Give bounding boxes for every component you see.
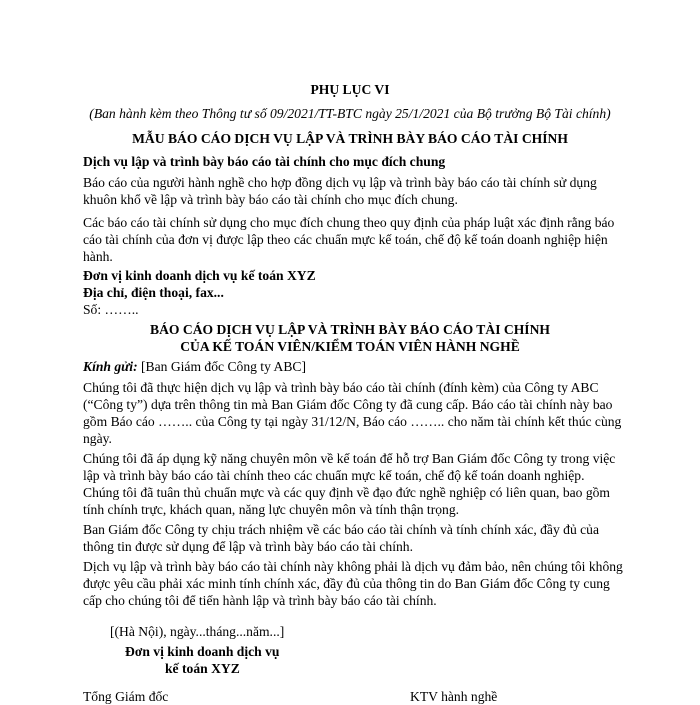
sender-address: Địa chỉ, điện thoại, fax... [83,285,224,300]
report-paragraph-1: Chúng tôi đã thực hiện dịch vụ lập và trình bày báo cáo tài chính (đính kèm) của Công ty ABC (“Công ty”) dựa trên thông tin mà Ban Giám đốc Công ty đã cung cấp. Báo cáo tài chính này bao gồm Báo cáo …….. của Công ty tại ngày 31/12/N, Báo cáo …….. cho năm tài chính kết thúc cùng ngày. [83,380,622,446]
report-title-line-2: CỦA KẾ TOÁN VIÊN/KIỂM TOÁN VIÊN HÀNH NGHỀ [180,339,520,354]
signature-right-title: KTV hành nghề [410,689,498,704]
report-paragraph-4: Dịch vụ lập và trình bày báo cáo tài chính này không phải là dịch vụ đảm bảo, nên chúng tôi không được yêu cầu phải xác minh tính chính xác, đầy đủ của thông tin do Ban Giám đốc Công ty cung cấp cho chúng tôi để tiến hành lập và trình bày báo cáo tài chính. [83,559,623,608]
appendix-title: PHỤ LỤC VI [310,82,390,97]
intro-paragraph-1: Báo cáo của người hành nghề cho hợp đồng dịch vụ lập và trình bày báo cáo tài chính sử dụng khuôn khổ về lập và trình bày báo cáo tài chính cho mục đích chung. [83,175,597,207]
addressee-value: [Ban Giám đốc Công ty ABC] [137,359,307,374]
addressee [83,358,623,375]
intro-heading: Dịch vụ lập và trình bày báo cáo tài chính cho mục đích chung [83,154,446,169]
report-title-line-1: BÁO CÁO DỊCH VỤ LẬP VÀ TRÌNH BÀY BÁO CÁO TÀI CHÍNH [150,322,550,337]
signer-org-line-2: kế toán XYZ [165,661,240,676]
form-title: MẪU BÁO CÁO DỊCH VỤ LẬP VÀ TRÌNH BÀY BÁO CÁO TÀI CHÍNH [132,131,568,146]
addressee-label: Kính gửi: [83,359,138,374]
document-number: Số: …….. [83,302,139,317]
place-date: [(Hà Nội), ngày...tháng...năm...] [110,624,285,639]
report-paragraph-2: Chúng tôi đã áp dụng kỹ năng chuyên môn về kế toán để hỗ trợ Ban Giám đốc Công ty trong việc lập và trình bày báo cáo tài chính theo các chuẩn mực kế toán, chế độ kế toán doanh nghiệp. Chúng tôi đã tuân thủ chuẩn mực và các quy định về đạo đức nghề nghiệp có liên quan, bao gồm tính chính trực, khách quan, năng lực chuyên môn và tính thận trọng. [83,451,616,517]
appendix-subtitle: (Ban hành kèm theo Thông tư số 09/2021/TT-BTC ngày 25/1/2021 của Bộ trưởng Bộ Tài chính) [89,106,611,121]
signer-org-line-1: Đơn vị kinh doanh dịch vụ [125,644,280,659]
intro-paragraph-2: Các báo cáo tài chính sử dụng cho mục đích chung theo quy định của pháp luật xác định rằng báo cáo tài chính của đơn vị được lập theo các chuẩn mực kế toán, chế độ kế toán doanh nghiệp hiện hành. [83,215,615,264]
sender-name: Đơn vị kinh doanh dịch vụ kế toán XYZ [83,268,316,283]
report-paragraph-3: Ban Giám đốc Công ty chịu trách nhiệm về các báo cáo tài chính và tính chính xác, đầy đủ của thông tin được sử dụng để lập và trình bày báo cáo tài chính. [83,522,600,554]
signature-left-title: Tổng Giám đốc [83,689,169,704]
